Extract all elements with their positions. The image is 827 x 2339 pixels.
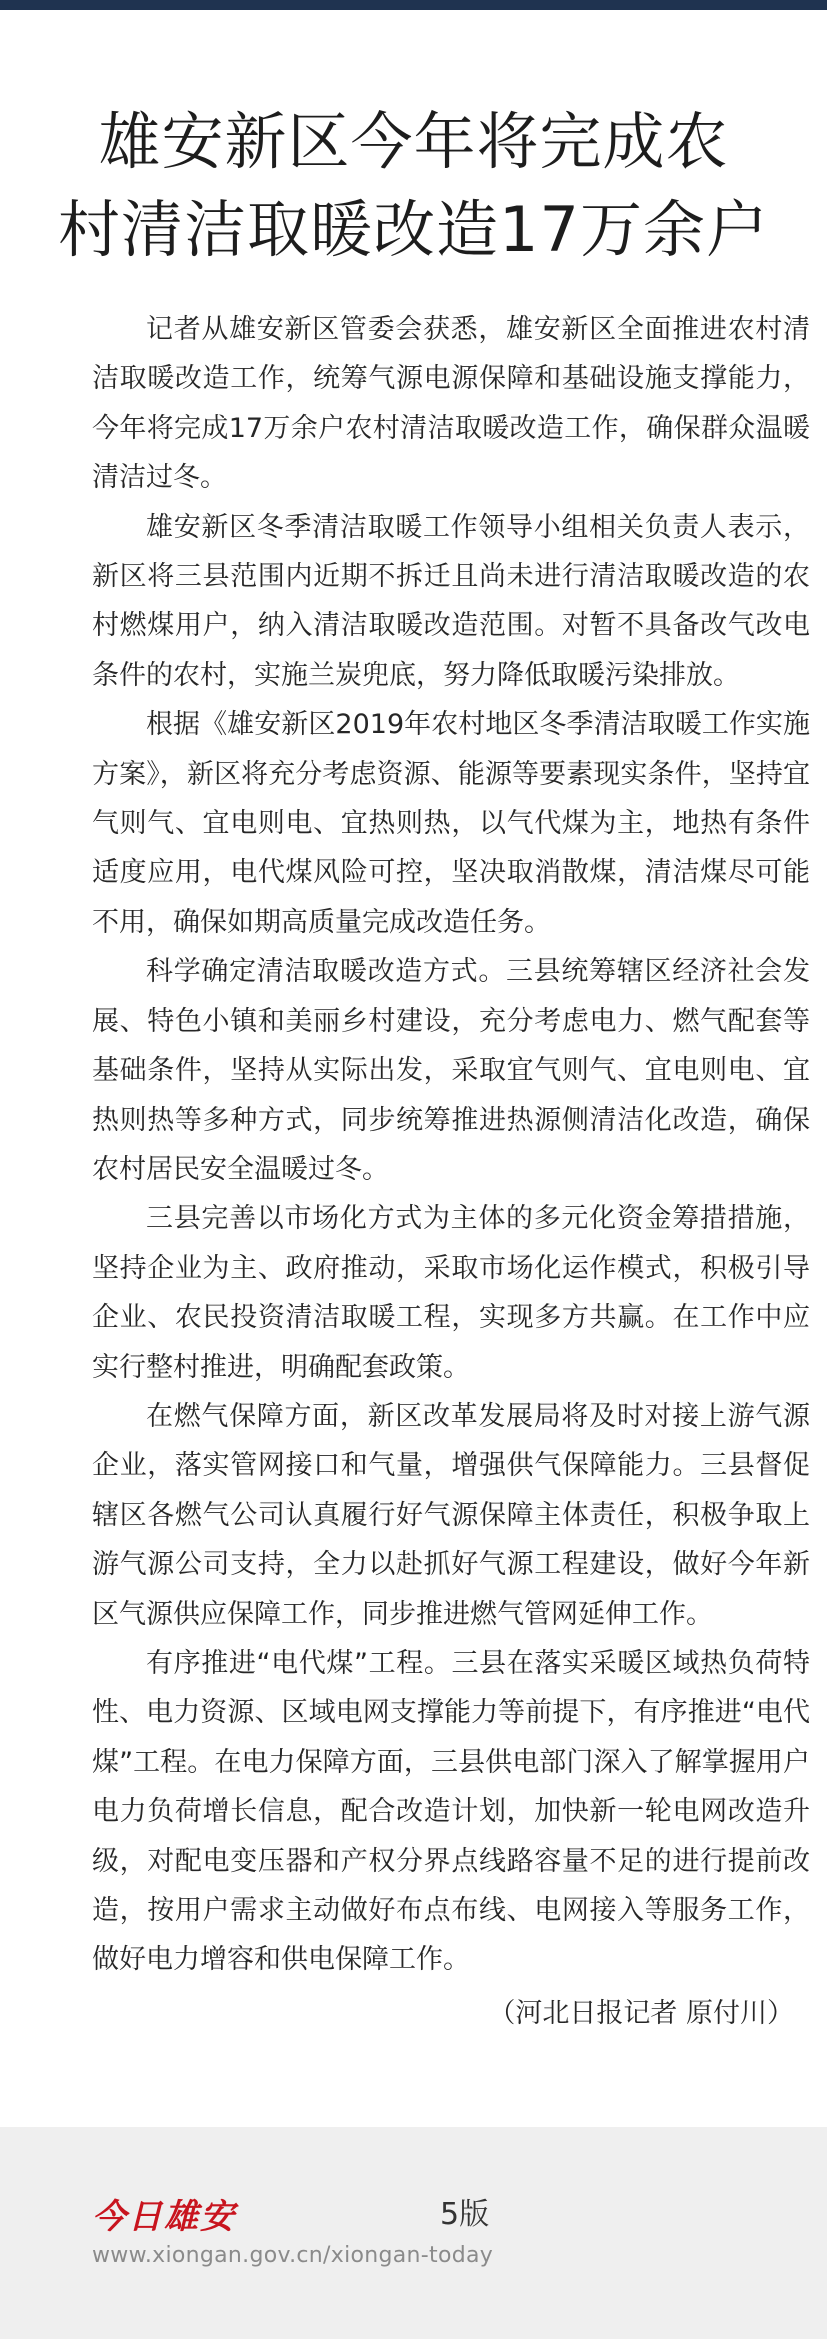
paragraph-1: 记者从雄安新区管委会获悉，雄安新区全面推进农村清洁取暖改造工作，统筹气源电源保障和基础设施支撑能力，今年将完成17万余户农村清洁取暖改造工作，确保群众温暖清洁过冬。 [92,314,810,494]
article-body [92,305,810,2038]
paragraph-6: 在燃气保障方面，新区改革发展局将及时对接上游气源企业，落实管网接口和气量，增强供气保障能力。三县督促辖区各燃气公司认真履行好气源保障主体责任，积极争取上游气源公司支持，全力以赴抓好气源工程建设，做好今年新区气源供应保障工作，同步推进燃气管网延伸工作。 [92,1400,810,1630]
headline-line-1: 雄安新区今年将完成农 [98,105,729,178]
paragraph-7: 有序推进“电代煤”工程。三县在落实采暖区域热负荷特性、电力资源、区域电网支撑能力等前提下，有序推进“电代煤”工程。在电力保障方面，三县供电部门深入了解掌握用户电力负荷增长信息，配合改造计划，加快新一轮电网改造升级，对配电变压器和产权分界点线路容量不足的进行提前改造，按用户需求主动做好布点布线、电网接入等服务工作，做好电力增容和供电保障工作。 [92,1647,810,1976]
article-byline: （河北日报记者 原付川） [488,1997,794,2029]
headline-line-2: 村清洁取暖改造17万余户 [58,193,769,266]
footer-url-link[interactable]: www.xiongan.gov.cn/xiongan-today [92,2243,494,2268]
edition-label: 5版 [440,2197,490,2232]
page-footer [0,2127,827,2339]
paragraph-3: 根据《雄安新区2019年农村地区冬季清洁取暖工作实施方案》，新区将充分考虑资源、能源等要素现实条件，坚持宜气则气、宜电则电、宜热则热，以气代煤为主，地热有条件适度应用，电代煤风险可控，坚决取消散煤，清洁煤尽可能不用，确保如期高质量完成改造任务。 [92,709,810,938]
publication-logo: 今日雄安 [92,2197,236,2237]
article-headline [0,10,827,274]
paragraph-2: 雄安新区冬季清洁取暖工作领导小组相关负责人表示，新区将三县范围内近期不拆迁且尚未进行清洁取暖改造的农村燃煤用户，纳入清洁取暖改造范围。对暂不具备改气改电条件的农村，实施兰炭兜底，努力降低取暖污染排放。 [92,511,810,691]
top-accent-bar [0,0,827,10]
article [0,10,827,274]
paragraph-5: 三县完善以市场化方式为主体的多元化资金筹措措施，坚持企业为主、政府推动，采取市场化运作模式，积极引导企业、农民投资清洁取暖工程，实现多方共赢。在工作中应实行整村推进，明确配套政策。 [92,1203,810,1383]
paragraph-4: 科学确定清洁取暖改造方式。三县统筹辖区经济社会发展、特色小镇和美丽乡村建设，充分考虑电力、燃气配套等基础条件，坚持从实际出发，采取宜气则气、宜电则电、宜热则热等多种方式，同步统筹推进热源侧清洁化改造，确保农村居民安全温暖过冬。 [92,956,810,1185]
